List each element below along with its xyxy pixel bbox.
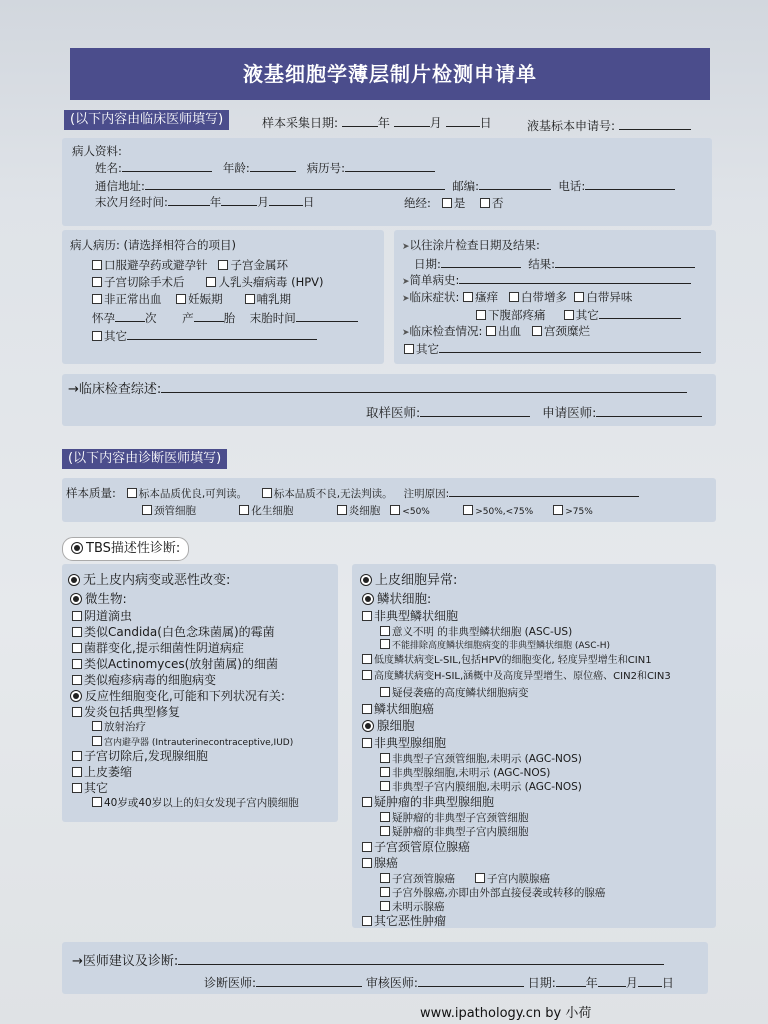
last-birth-label: 末胎时间 bbox=[249, 311, 296, 325]
watermark: www.ipathology.cn by 小荷 bbox=[420, 1006, 592, 1021]
neo2-row bbox=[380, 825, 529, 839]
footer-date-label: 日期: bbox=[527, 976, 556, 990]
cervical-erosion-checkbox[interactable] bbox=[532, 326, 542, 336]
neo1-label: 疑肿瘤的非典型子宫颈管细胞 bbox=[392, 812, 529, 824]
adeno4-label: 未明示腺癌 bbox=[392, 901, 445, 913]
history-row-2 bbox=[92, 275, 324, 289]
specimen-no-label: 液基标本申请号: bbox=[527, 119, 616, 133]
history-row-1 bbox=[92, 258, 288, 272]
inflammatory-checkbox[interactable] bbox=[337, 505, 347, 515]
symptom-other-checkbox[interactable] bbox=[564, 310, 574, 320]
sampler-label: 取样医师: bbox=[366, 405, 421, 420]
history-title: 病人病历: (请选择相符合的项目) bbox=[70, 238, 237, 252]
lmp-day-label: 日 bbox=[302, 195, 315, 209]
reactive-row bbox=[70, 689, 285, 703]
patient-row-1 bbox=[95, 160, 435, 175]
iud-checkbox[interactable] bbox=[218, 260, 228, 270]
radiation-label: 放射治疗 bbox=[104, 721, 146, 733]
symptoms-row-2 bbox=[476, 307, 681, 322]
signature-row bbox=[204, 975, 674, 990]
lsil-row bbox=[362, 654, 652, 668]
hsil-label: 高度鳞状病变H-SIL,涵概中及高度异型增生、原位癌、CIN2和CIN3 bbox=[374, 671, 671, 682]
abnormal-bleeding-label: 非正常出血 bbox=[104, 292, 162, 306]
lt50-checkbox[interactable] bbox=[390, 505, 400, 515]
adeno4-row bbox=[380, 900, 445, 914]
postcode-field[interactable] bbox=[479, 178, 551, 190]
atrophy-checkbox[interactable] bbox=[72, 767, 82, 777]
lower-abd-pain-checkbox[interactable] bbox=[476, 310, 486, 320]
agc1-checkbox[interactable] bbox=[380, 753, 390, 763]
lmp-month-label: 月 bbox=[257, 195, 269, 209]
agc2-label: 非典型腺细胞,未明示 (AGC-NOS) bbox=[392, 767, 551, 779]
brief-history-field[interactable] bbox=[459, 272, 691, 284]
diag-doctor-field[interactable] bbox=[256, 975, 362, 987]
adeno3-checkbox[interactable] bbox=[380, 887, 390, 897]
squamous-label: 鳞状细胞: bbox=[377, 591, 432, 606]
organism-checkbox[interactable] bbox=[72, 675, 82, 685]
organisms-row bbox=[70, 592, 127, 606]
adeno1-label: 子宫颈管腺癌 bbox=[392, 873, 455, 885]
cervical-erosion-label: 宫颈糜烂 bbox=[544, 324, 591, 338]
endometrial-label: 40岁或40岁以上的妇女发现子宫内膜细胞 bbox=[104, 797, 299, 809]
oral-contraceptive-checkbox[interactable] bbox=[92, 260, 102, 270]
address-field[interactable] bbox=[145, 178, 445, 190]
lmp-month-field[interactable] bbox=[221, 194, 257, 206]
gt75-label: >75% bbox=[565, 507, 593, 517]
collect-date-label: 样本采集日期: bbox=[262, 116, 339, 130]
negative-other-checkbox[interactable] bbox=[72, 783, 82, 793]
agc2-row bbox=[380, 766, 550, 780]
footer-year-field[interactable] bbox=[556, 975, 586, 987]
endometrial-row bbox=[92, 796, 299, 810]
pregnancy-checkbox[interactable] bbox=[176, 294, 186, 304]
organism-item bbox=[72, 625, 275, 639]
scc-row bbox=[362, 702, 434, 716]
age-field[interactable] bbox=[250, 160, 296, 172]
symptoms-row bbox=[402, 290, 632, 306]
glandular-label: 腺细胞 bbox=[377, 718, 415, 733]
organism-label: 类似疱疹病毒的细胞病变 bbox=[84, 673, 217, 687]
invasion-label: 疑侵袭癌的高度鳞状细胞病变 bbox=[392, 687, 529, 699]
leukorrhea-odor-label: 白带异味 bbox=[586, 290, 633, 304]
lmp-label: 末次月经时间: bbox=[95, 195, 168, 209]
ascus-label: 意义不明 的非典型鳞状细胞 (ASC-US) bbox=[392, 626, 573, 638]
negative-title: 无上皮内病变或恶性改变: bbox=[83, 573, 231, 588]
lmp-year-label: 年 bbox=[209, 195, 222, 209]
collect-day-field[interactable] bbox=[446, 115, 480, 127]
arrow-icon: ➤ bbox=[402, 294, 410, 304]
radiation-checkbox[interactable] bbox=[92, 721, 102, 731]
history-row-3 bbox=[92, 292, 291, 306]
itching-label: 瘙痒 bbox=[475, 290, 499, 304]
asch-checkbox[interactable] bbox=[380, 639, 390, 649]
pregnancy-label: 妊娠期 bbox=[188, 292, 223, 306]
day-label: 日 bbox=[479, 116, 492, 130]
target-icon bbox=[71, 542, 83, 554]
year-label: 年 bbox=[377, 116, 390, 130]
metaplastic-checkbox[interactable] bbox=[239, 505, 249, 515]
bleeding-checkbox[interactable] bbox=[486, 326, 496, 336]
tbs-label: TBS描述性诊断: bbox=[86, 541, 181, 556]
history-other-checkbox[interactable] bbox=[92, 331, 102, 341]
neo1-checkbox[interactable] bbox=[380, 812, 390, 822]
tbs-label-pill bbox=[62, 537, 189, 561]
b50-75-label: >50%,<75% bbox=[475, 507, 534, 517]
postcode-label: 邮编: bbox=[452, 179, 480, 193]
adeno4-checkbox[interactable] bbox=[380, 901, 390, 911]
bleeding-label: 出血 bbox=[498, 324, 522, 338]
yes-label: 是 bbox=[453, 196, 466, 210]
symptom-other-field[interactable] bbox=[599, 307, 681, 319]
address-label: 通信地址: bbox=[95, 179, 145, 193]
footer-month-field[interactable] bbox=[598, 975, 626, 987]
leukorrhea-increase-label: 白带增多 bbox=[521, 290, 568, 304]
squamous-radio[interactable] bbox=[362, 593, 374, 605]
menopause-yes-checkbox[interactable] bbox=[442, 198, 452, 208]
diag-doctor-label: 诊断医师: bbox=[204, 976, 257, 990]
reactive-label: 反应性细胞变化,可能和下列状况有关: bbox=[85, 689, 285, 703]
patient-row-2 bbox=[95, 178, 675, 193]
adeno3-label: 子宫外腺癌,亦即由外部直接侵袭或转移的腺癌 bbox=[392, 887, 606, 899]
hpv-checkbox[interactable] bbox=[206, 277, 216, 287]
adeno-label: 腺癌 bbox=[374, 856, 399, 870]
iud-row bbox=[92, 735, 293, 750]
abnormal-title-row bbox=[360, 574, 457, 588]
organism-label: 类似Actinomyces(放射菌属)的细菌 bbox=[84, 657, 278, 671]
phone-label: 电话: bbox=[558, 179, 586, 193]
glandular-row bbox=[362, 719, 415, 733]
organism-item bbox=[72, 609, 132, 623]
advice-row bbox=[72, 953, 664, 969]
inflam-label: 发炎包括典型修复 bbox=[84, 705, 181, 719]
menopause-row bbox=[404, 196, 503, 210]
brief-history-label: 简单病史: bbox=[409, 273, 460, 287]
fetus-label: 胎 bbox=[223, 311, 236, 325]
sampler-field[interactable] bbox=[420, 405, 530, 417]
month-label: 月 bbox=[429, 116, 442, 130]
organism-checkbox[interactable] bbox=[72, 627, 82, 637]
lt50-label: <50% bbox=[402, 507, 430, 517]
hsil-row bbox=[362, 670, 671, 684]
last-birth-field[interactable] bbox=[296, 310, 358, 322]
organism-item bbox=[72, 673, 216, 687]
clinical-section-header: (以下内容由临床医师填写) bbox=[64, 110, 229, 130]
target-icon bbox=[360, 574, 372, 586]
b50-75-checkbox[interactable] bbox=[463, 505, 473, 515]
quality-good-checkbox[interactable] bbox=[127, 488, 137, 498]
collect-month-field[interactable] bbox=[394, 115, 430, 127]
organism-checkbox[interactable] bbox=[72, 659, 82, 669]
reason-field[interactable] bbox=[449, 485, 639, 497]
other-malig-checkbox[interactable] bbox=[362, 916, 372, 926]
negative-other-label: 其它 bbox=[84, 781, 109, 795]
specimen-no-row bbox=[527, 118, 691, 133]
atrophy-label: 上皮萎缩 bbox=[84, 765, 133, 779]
collect-year-field[interactable] bbox=[342, 115, 378, 127]
atypical-gl-label: 非典型腺细胞 bbox=[374, 736, 447, 750]
advice-field[interactable] bbox=[178, 953, 664, 965]
advice-label: →医师建议及诊断: bbox=[72, 954, 179, 969]
oral-contraceptive-label: 口服避孕药或避孕针 bbox=[104, 258, 208, 272]
times-label: 次 bbox=[145, 311, 157, 325]
footer-day-field[interactable] bbox=[638, 975, 662, 987]
footer-day-label: 日 bbox=[661, 976, 674, 990]
gravida-field[interactable] bbox=[115, 310, 145, 322]
inflammatory-label: 炎细胞 bbox=[348, 505, 381, 517]
adeno-row bbox=[362, 856, 398, 870]
quality-good-label: 标本品质优良,可判读。 bbox=[138, 488, 248, 500]
specimen-no-field[interactable] bbox=[619, 118, 691, 130]
clinical-summary-field[interactable] bbox=[161, 381, 687, 393]
hysterectomy-checkbox[interactable] bbox=[92, 277, 102, 287]
agc1-row bbox=[380, 752, 582, 766]
organism-item bbox=[72, 657, 278, 671]
neo2-label: 疑肿瘤的非典型子宫内膜细胞 bbox=[392, 826, 529, 838]
agc3-row bbox=[380, 780, 582, 794]
neoplastic-checkbox[interactable] bbox=[362, 797, 372, 807]
adeno1-checkbox[interactable] bbox=[380, 873, 390, 883]
review-doctor-field[interactable] bbox=[418, 975, 524, 987]
brief-history-row bbox=[402, 272, 691, 289]
neo1-row bbox=[380, 811, 529, 825]
organisms-label: 微生物: bbox=[85, 591, 127, 606]
organisms-radio[interactable] bbox=[70, 593, 82, 605]
exam-other-row bbox=[404, 341, 701, 356]
symptom-other-label: 其它 bbox=[575, 308, 599, 322]
patient-row-3 bbox=[95, 194, 314, 209]
agc3-label: 非典型子宫内膜细胞,未明示 (AGC-NOS) bbox=[392, 781, 582, 793]
endometrial-checkbox[interactable] bbox=[92, 797, 102, 807]
neoplastic-label: 疑肿瘤的非典型腺细胞 bbox=[374, 795, 495, 809]
requester-field[interactable] bbox=[596, 405, 702, 417]
iud-reactive-label: 宫内避孕器 (Intrauterinecontraceptive,IUD) bbox=[104, 738, 294, 748]
lactation-checkbox[interactable] bbox=[245, 294, 255, 304]
lmp-year-field[interactable] bbox=[168, 194, 210, 206]
scc-label: 鳞状细胞癌 bbox=[374, 702, 435, 716]
prior-date-row bbox=[414, 256, 695, 271]
lower-abd-pain-label: 下腹部疼痛 bbox=[488, 308, 546, 322]
ascus-row bbox=[380, 625, 572, 639]
cell-type-row bbox=[142, 504, 593, 519]
glandular-radio[interactable] bbox=[362, 720, 374, 732]
symptoms-label: 临床症状: bbox=[409, 290, 460, 304]
diagnostic-section-header: (以下内容由诊断医师填写) bbox=[62, 449, 227, 469]
organism-checkbox[interactable] bbox=[72, 643, 82, 653]
adeno3-row bbox=[380, 886, 605, 900]
inflam-checkbox[interactable] bbox=[72, 707, 82, 717]
other-malig-row bbox=[362, 914, 446, 928]
ais-checkbox[interactable] bbox=[362, 842, 372, 852]
collect-date-row bbox=[262, 115, 492, 130]
hsil-checkbox[interactable] bbox=[362, 670, 372, 680]
history-row-4 bbox=[92, 310, 358, 325]
age-label: 年龄: bbox=[222, 161, 250, 175]
adeno2-label: 子宫内膜腺癌 bbox=[487, 873, 551, 885]
organism-label: 阴道滴虫 bbox=[84, 609, 133, 623]
quality-label: 样本质量: bbox=[66, 486, 116, 500]
negative-other-row bbox=[72, 781, 108, 795]
atypical-sq-checkbox[interactable] bbox=[362, 611, 372, 621]
glandular-post-label: 子宫切除后,发现腺细胞 bbox=[84, 749, 208, 763]
glandular-post-row bbox=[72, 749, 208, 763]
no-label: 否 bbox=[491, 196, 504, 210]
arrow-icon: ➤ bbox=[402, 242, 410, 252]
asch-label: 不能排除高度鳞状细胞病变的非典型鳞状细胞 (ASC-H) bbox=[392, 641, 611, 651]
sampler-row bbox=[366, 405, 702, 420]
lsil-checkbox[interactable] bbox=[362, 654, 372, 664]
prior-smear-label: 以往涂片检查日期及结果: bbox=[409, 238, 540, 252]
prior-result-label: 结果: bbox=[528, 257, 556, 271]
review-doctor-label: 审核医师: bbox=[365, 976, 418, 990]
iud-reactive-checkbox[interactable] bbox=[92, 736, 102, 746]
agc3-checkbox[interactable] bbox=[380, 781, 390, 791]
other-malig-label: 其它恶性肿瘤 bbox=[374, 914, 447, 928]
adeno-checkbox[interactable] bbox=[362, 858, 372, 868]
agc1-label: 非典型子宫颈管细胞,未明示 (AGC-NOS) bbox=[392, 753, 582, 765]
footer-year-label: 年 bbox=[585, 976, 598, 990]
atypical-gl-checkbox[interactable] bbox=[362, 738, 372, 748]
scc-checkbox[interactable] bbox=[362, 704, 372, 714]
quality-row bbox=[66, 485, 639, 501]
organism-label: 菌群变化,提示细菌性阴道病症 bbox=[84, 641, 244, 655]
form-title: 液基细胞学薄层制片检测申请单 bbox=[70, 48, 710, 100]
radiation-row bbox=[92, 720, 146, 734]
negative-title-row bbox=[68, 574, 230, 588]
prior-smear-row bbox=[402, 238, 540, 254]
endocervical-checkbox[interactable] bbox=[142, 505, 152, 515]
record-no-label: 病历号: bbox=[306, 161, 346, 175]
footer-month-label: 月 bbox=[625, 976, 638, 990]
prior-date-field[interactable] bbox=[441, 256, 521, 268]
hysterectomy-label: 子宫切除手术后 bbox=[104, 275, 185, 289]
para-label: 产 bbox=[182, 311, 194, 325]
atypical-gl-row bbox=[362, 736, 446, 750]
abnormal-bleeding-checkbox[interactable] bbox=[92, 294, 102, 304]
neo2-checkbox[interactable] bbox=[380, 826, 390, 836]
leukorrhea-increase-checkbox[interactable] bbox=[509, 292, 519, 302]
ascus-checkbox[interactable] bbox=[380, 626, 390, 636]
arrow-icon: ➤ bbox=[402, 328, 410, 338]
exam-label: 临床检查情况: bbox=[409, 324, 483, 338]
atrophy-row bbox=[72, 765, 132, 779]
adeno2-checkbox[interactable] bbox=[475, 873, 485, 883]
quality-poor-checkbox[interactable] bbox=[262, 488, 272, 498]
record-no-field[interactable] bbox=[345, 160, 435, 172]
patient-info-label: 病人资料: bbox=[72, 144, 122, 158]
atypical-sq-row bbox=[362, 609, 458, 623]
abnormal-title: 上皮细胞异常: bbox=[375, 573, 458, 588]
leukorrhea-odor-checkbox[interactable] bbox=[574, 292, 584, 302]
prior-date-label: 日期: bbox=[414, 257, 441, 271]
lactation-label: 哺乳期 bbox=[256, 292, 292, 306]
organism-label: 类似Candida(白色念珠菌属)的霉菌 bbox=[84, 625, 275, 639]
lsil-label: 低度鳞状病变L-SIL,包括HPV的细胞变化, 轻度异型增生和CIN1 bbox=[374, 655, 652, 666]
history-other-field[interactable] bbox=[127, 328, 317, 340]
itching-checkbox[interactable] bbox=[463, 292, 473, 302]
name-label: 姓名: bbox=[95, 161, 122, 175]
history-other-label: 其它 bbox=[104, 329, 127, 343]
reason-label: 注明原因: bbox=[403, 488, 450, 500]
exam-other-checkbox[interactable] bbox=[404, 344, 414, 354]
phone-field[interactable] bbox=[585, 178, 675, 190]
clinical-summary-row bbox=[68, 381, 687, 397]
atypical-sq-label: 非典型鳞状细胞 bbox=[374, 609, 459, 623]
exam-row bbox=[402, 324, 590, 340]
clinical-summary-label: →临床检查综述: bbox=[68, 382, 162, 397]
hpv-label: 人乳头瘤病毒 (HPV) bbox=[218, 275, 324, 289]
exam-other-field[interactable] bbox=[439, 341, 701, 353]
lmp-day-field[interactable] bbox=[269, 194, 303, 206]
adeno12-row bbox=[380, 872, 550, 886]
organism-item bbox=[72, 641, 244, 655]
agc2-checkbox[interactable] bbox=[380, 767, 390, 777]
ais-label: 子宫颈管原位腺癌 bbox=[374, 840, 471, 854]
glandular-post-checkbox[interactable] bbox=[72, 751, 82, 761]
prior-result-field[interactable] bbox=[555, 256, 695, 268]
gravida-label: 怀孕 bbox=[92, 311, 115, 325]
menopause-label: 绝经: bbox=[404, 196, 431, 210]
gt75-checkbox[interactable] bbox=[553, 505, 563, 515]
endocervical-label: 颈管细胞 bbox=[154, 505, 196, 517]
para-field[interactable] bbox=[194, 310, 224, 322]
history-row-5 bbox=[92, 328, 317, 343]
reactive-radio[interactable] bbox=[70, 690, 82, 702]
squamous-row bbox=[362, 592, 431, 606]
iud-label: 子宫金属环 bbox=[230, 258, 288, 272]
inflam-row bbox=[72, 705, 180, 719]
arrow-icon: ➤ bbox=[402, 277, 410, 287]
ais-row bbox=[362, 840, 470, 854]
metaplastic-label: 化生细胞 bbox=[251, 505, 294, 517]
organism-checkbox[interactable] bbox=[72, 611, 82, 621]
invasion-checkbox[interactable] bbox=[380, 687, 390, 697]
invasion-row bbox=[380, 686, 529, 700]
quality-poor-label: 标本品质不良,无法判读。 bbox=[273, 488, 393, 500]
name-field[interactable] bbox=[122, 160, 212, 172]
requester-label: 申请医师: bbox=[542, 405, 597, 420]
neoplastic-row bbox=[362, 795, 494, 809]
menopause-no-checkbox[interactable] bbox=[480, 198, 490, 208]
exam-other-label: 其它 bbox=[416, 342, 439, 356]
target-icon bbox=[68, 574, 80, 586]
asch-row bbox=[380, 639, 610, 653]
